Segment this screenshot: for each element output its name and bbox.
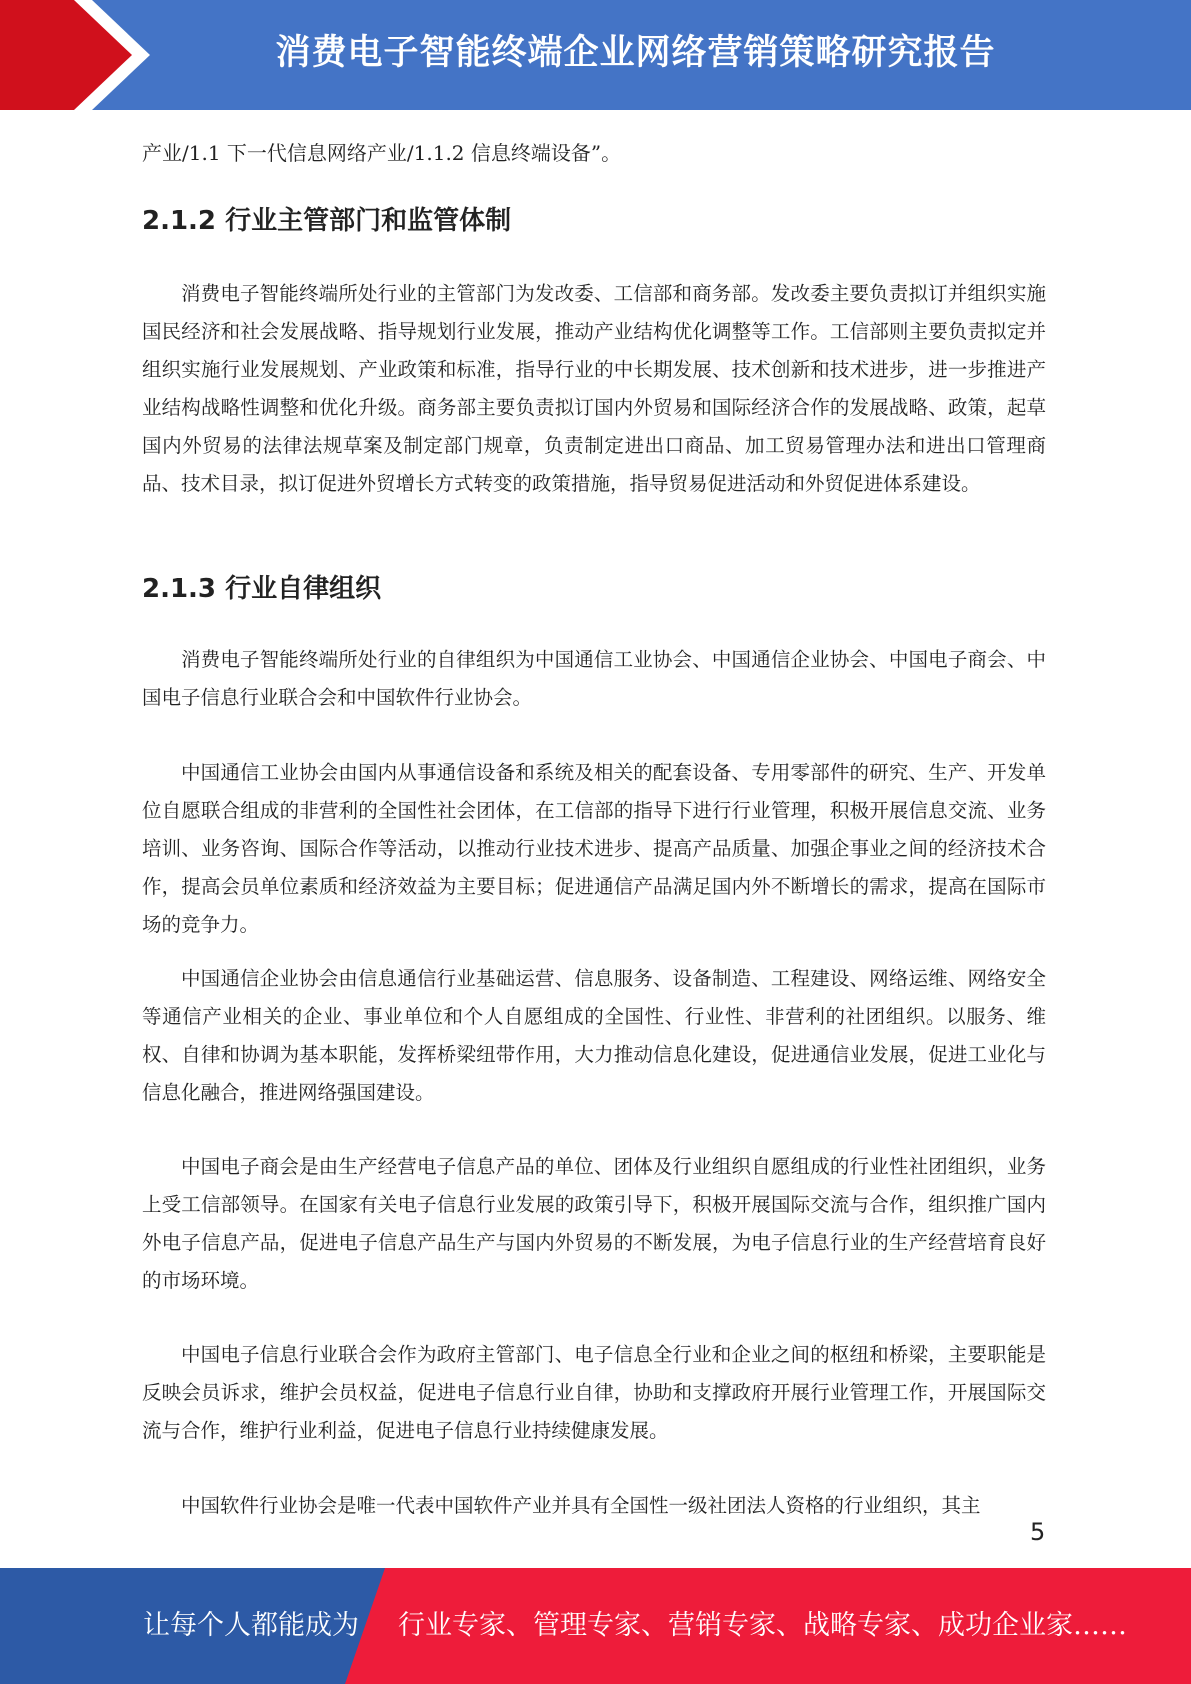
paragraph: 中国电子商会是由生产经营电子信息产品的单位、团体及行业组织自愿组成的行业性社团组织，业务上受工信部领导。在国家有关电子信息行业发展的政策引导下，积极开展国际交流与合作，组织推广国内外电子信息产品，促进电子信息产品生产与国内外贸易的不断发展，为电子信息行业的生产经营培育良好的市场环境。 bbox=[142, 1155, 1046, 1292]
paragraph: 中国通信工业协会由国内从事通信设备和系统及相关的配套设备、专用零部件的研究、生产、开发单位自愿联合组成的非营利的全国性社会团体，在工信部的指导下进行行业管理，积极开展信息交流、业务培训、业务咨询、国际合作等活动，以推动行业技术进步、提高产品质量、加强企事业之间的经济技术合作，提高会员单位素质和经济效益为主要目标；促进通信产品满足国内外不断增长的需求，提高在国际市场的竞争力。 bbox=[142, 761, 1046, 936]
footer-slogan-left: 让每个人都能成为 bbox=[143, 1610, 359, 1641]
page-footer bbox=[0, 1568, 1191, 1684]
paragraph: 消费电子智能终端所处行业的主管部门为发改委、工信部和商务部。发改委主要负责拟订并组织实施国民经济和社会发展战略、指导规划行业发展，推动产业结构优化调整等工作。工信部则主要负责拟定并组织实施行业发展规划、产业政策和标准，指导行业的中长期发展、技术创新和技术进步，进一步推进产业结构战略性调整和优化升级。商务部主要负责拟订国内外贸易和国际经济合作的发展战略、政策，起草国内外贸易的法律法规草案及制定部门规章，负责制定进出口商品、加工贸易管理办法和进出口管理商品、技术目录，拟订促进外贸增长方式转变的政策措施，指导贸易促进活动和外贸促进体系建设。 bbox=[142, 282, 1046, 495]
paragraph: 消费电子智能终端所处行业的自律组织为中国通信工业协会、中国通信企业协会、中国电子商会、中国电子信息行业联合会和中国软件行业协会。 bbox=[142, 648, 1046, 709]
section-heading-2-1-2: 2.1.2 行业主管部门和监管体制 bbox=[142, 206, 512, 236]
paragraph: 中国软件行业协会是唯一代表中国软件产业并具有全国性一级社团法人资格的行业组织，其主 bbox=[181, 1494, 981, 1517]
report-title: 消费电子智能终端企业网络营销策略研究报告 bbox=[275, 33, 996, 73]
paragraph: 中国电子信息行业联合会作为政府主管部门、电子信息全行业和企业之间的枢纽和桥梁，主要职能是反映会员诉求，维护会员权益，促进电子信息行业自律，协助和支撑政府开展行业管理工作，开展国际交流与合作，维护行业利益，促进电子信息行业持续健康发展。 bbox=[142, 1343, 1046, 1442]
page-number: 5 bbox=[1030, 1518, 1046, 1546]
document-body bbox=[142, 134, 1046, 1517]
continued-text-line: 产业/1.1 下一代信息网络产业/1.1.2 信息终端设备”。 bbox=[142, 141, 622, 165]
page-header bbox=[0, 0, 1191, 110]
footer-slogan-right: 行业专家、管理专家、营销专家、战略专家、成功企业家…… bbox=[398, 1610, 1127, 1641]
section-heading-2-1-3: 2.1.3 行业自律组织 bbox=[142, 574, 382, 604]
paragraph: 中国通信企业协会由信息通信行业基础运营、信息服务、设备制造、工程建设、网络运维、网络安全等通信产业相关的企业、事业单位和个人自愿组成的全国性、行业性、非营利的社团组织。以服务、维权、自律和协调为基本职能，发挥桥梁纽带作用，大力推动信息化建设，促进通信业发展，促进工业化与信息化融合，推进网络强国建设。 bbox=[142, 967, 1046, 1104]
